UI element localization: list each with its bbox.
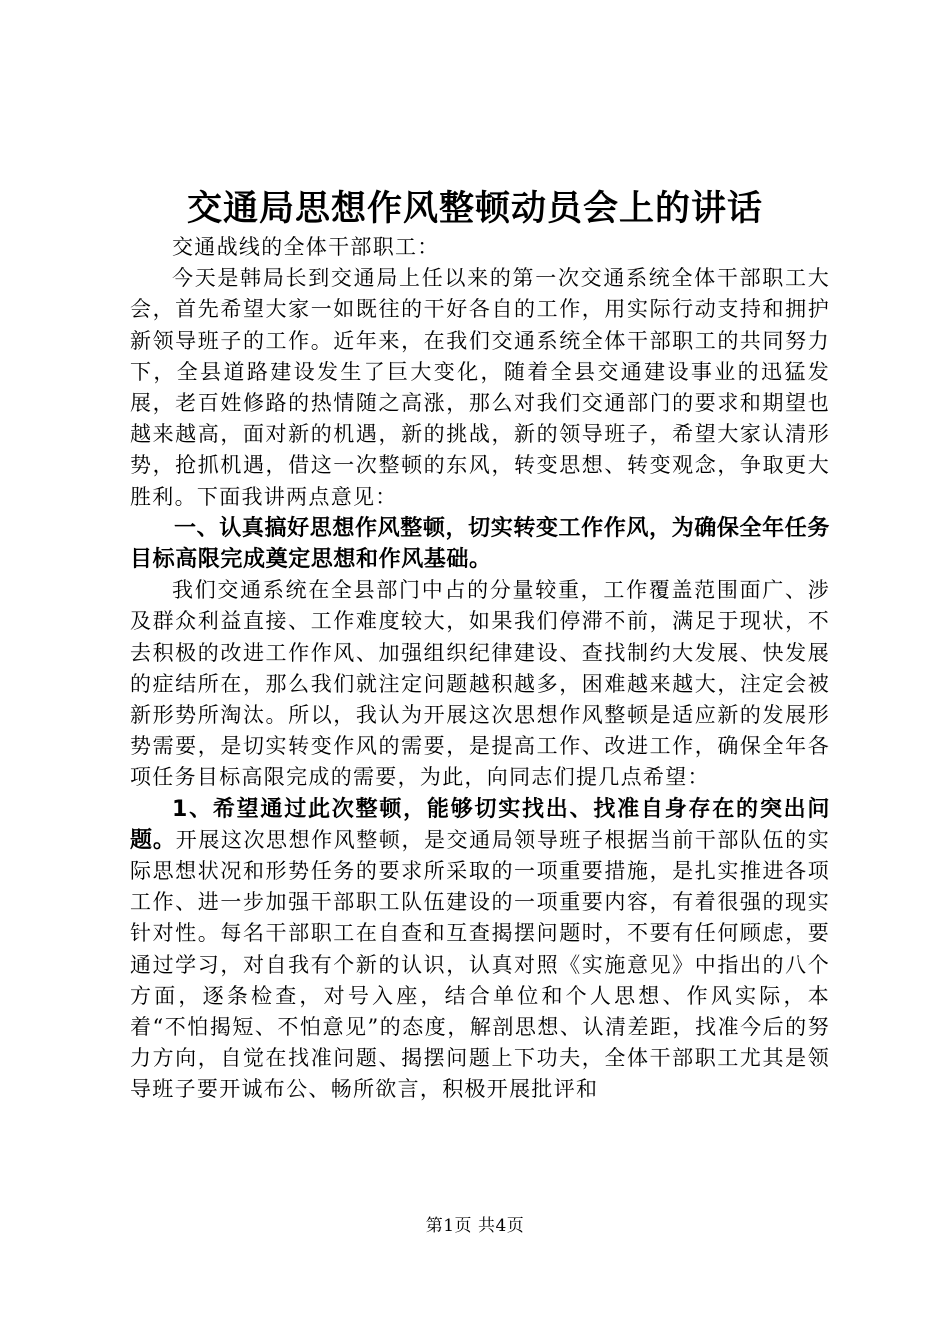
- document-body: [130, 232, 830, 1106]
- point-paragraph: [130, 794, 830, 1106]
- section-heading: 一、认真搞好思想作风整顿，切实转变工作作风，为确保全年任务目标高限完成奠定思想和作风基础。: [130, 515, 830, 573]
- point-lead: 1、希望通过此次整顿，能够切实找出、找准自身存在的突出问题。: [130, 796, 830, 853]
- paragraph: 我们交通系统在全县部门中占的分量较重，工作覆盖范围面广、涉及群众利益直接、工作难度较大，如果我们停滞不前，满足于现状，不去积极的改进工作作风、加强组织纪律建设、查找制约大发展、快发展的症结所在，那么我们就注定问题越积越多，困难越来越大，注定会被新形势所淘汰。所以，我认为开展这次思想作风整顿是适应新的发展形势需要，是切实转变作风的需要，是提高工作、改进工作，确保全年各项任务目标高限完成的需要，为此，向同志们提几点希望：: [130, 578, 830, 790]
- document-title: 交通局思想作风整顿动员会上的讲话: [186, 188, 763, 229]
- point-body: 开展这次思想作风整顿，是交通局领导班子根据当前干部队伍的实际思想状况和形势任务的要求所采取的一项重要措施，是扎实推进各项工作、进一步加强干部职工队伍建设的一项重要内容，有着很强的现实针对性。每名干部职工在自查和互查揭摆问题时，不要有任何顾虑，要通过学习，对自我有个新的认识，认真对照《实施意见》中指出的八个方面，逐条检查，对号入座，结合单位和个人思想、作风实际，本着“不怕揭短、不怕意见”的态度，解剖思想、认清差距，找准今后的努力方向，自觉在找准问题、揭摆问题上下功夫，全体干部职工尤其是领导班子要开诚布公、畅所欲言，积极开展批评和: [130, 827, 831, 1102]
- paragraph: 今天是韩局长到交通局上任以来的第一次交通系统全体干部职工大会，首先希望大家一如既往的干好各自的工作，用实际行动支持和拥护新领导班子的工作。近年来，在我们交通系统全体干部职工的共同努力下，全县道路建设发生了巨大变化，随着全县交通建设事业的迅猛发展，老百姓修路的热情随之高涨，那么对我们交通部门的要求和期望也越来越高，面对新的机遇，新的挑战，新的领导班子，希望大家认清形势，抢抓机遇，借这一次整顿的东风，转变思想、转变观念，争取更大胜利。下面我讲两点意见：: [130, 266, 830, 509]
- salutation: 交通战线的全体干部职工：: [172, 235, 440, 259]
- page-footer: 第1页 共4页: [425, 1216, 525, 1236]
